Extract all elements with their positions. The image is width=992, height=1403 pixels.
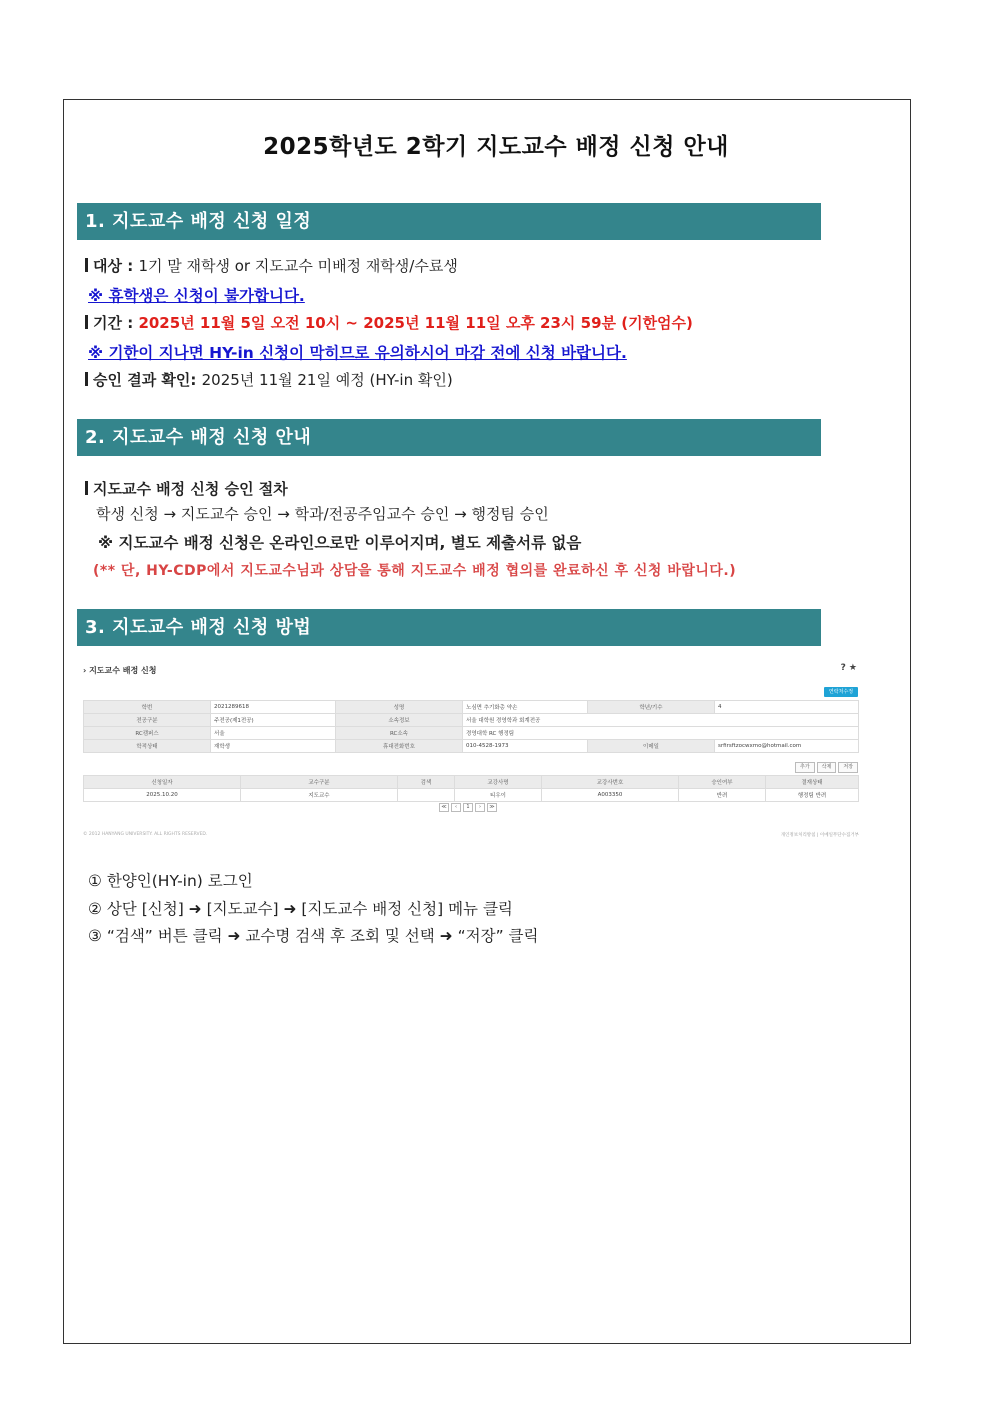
section-2-heading: 2. 지도교수 배정 신청 안내 — [77, 419, 821, 456]
info-cell: 노심면 추기화총 약손 — [463, 701, 588, 714]
table-cell: 2025.10.20 — [84, 789, 241, 802]
info-cell: srfirsftzocwxmo@hotmail.com — [715, 740, 859, 753]
period-text: 2025년 11월 5일 오전 10시 ~ 2025년 11월 11일 오후 23시 59분 (기한엄수) — [138, 314, 693, 332]
info-cell: 학년/기수 — [588, 701, 715, 714]
column-header: 교강사명 — [455, 776, 542, 789]
info-cell: 경영대학 RC 행정팀 — [463, 727, 859, 740]
info-cell: 010-4528-1973 — [463, 740, 588, 753]
step-3: ③ “검색” 버튼 클릭 ➜ 교수명 검색 후 조회 및 선택 ➜ “저장” 클릭 — [88, 927, 539, 945]
table-row — [84, 727, 859, 740]
prev-page-icon: ‹ — [451, 803, 461, 812]
target-text: 1기 말 재학생 or 지도교수 미배정 재학생/수료생 — [138, 257, 458, 275]
info-cell: 주전공(제1전공) — [211, 714, 336, 727]
table-row — [84, 740, 859, 753]
column-header: 승인여부 — [679, 776, 766, 789]
page-number: 1 — [463, 803, 473, 812]
column-header: 결재상태 — [766, 776, 859, 789]
section-1-heading: 1. 지도교수 배정 신청 일정 — [77, 203, 821, 240]
info-cell: 2021289618 — [211, 701, 336, 714]
table-cell: 반려 — [679, 789, 766, 802]
hyin-screenshot — [83, 660, 859, 842]
info-cell: 재학생 — [211, 740, 336, 753]
table-row — [84, 701, 859, 714]
footer-copyright: © 2012 HANYANG UNIVERSITY. ALL RIGHTS RESERVED. — [83, 832, 208, 837]
info-cell: 전공구분 — [84, 714, 211, 727]
online-only-note: ※ 지도교수 배정 신청은 온라인으로만 이루어지며, 별도 제출서류 없음 — [98, 534, 582, 552]
column-header: 검색 — [398, 776, 455, 789]
first-page-icon: ≪ — [439, 803, 449, 812]
period-label: 기간 : — [93, 314, 139, 332]
info-cell: 서울 대학원 경영학과 회계전공 — [463, 714, 859, 727]
cdp-note: (** 단, HY-CDP에서 지도교수님과 상담을 통해 지도교수 배정 협의를 완료하신 후 신청 바랍니다.) — [93, 563, 737, 579]
info-cell: 학적상태 — [84, 740, 211, 753]
bullet-bar — [85, 481, 88, 495]
table-row — [84, 714, 859, 727]
breadcrumb: › 지도교수 배정 신청 — [83, 666, 157, 675]
column-header: 신청일자 — [84, 776, 241, 789]
section-3-heading: 3. 지도교수 배정 신청 방법 — [77, 609, 821, 646]
save-button: 저장 — [838, 762, 858, 773]
info-cell: 서울 — [211, 727, 336, 740]
leave-notice-text: ※ 휴학생은 신청이 불가합니다. — [88, 287, 305, 305]
table-header-row — [84, 776, 859, 789]
document-title: 2025학년도 2학기 지도교수 배정 신청 안내 — [263, 134, 729, 160]
info-cell: 4 — [715, 701, 859, 714]
help-star-icons: ? ★ — [840, 663, 857, 673]
info-cell: RC소속 — [336, 727, 463, 740]
target-label: 대상 : — [93, 257, 139, 275]
procedure-flow: 학생 신청 → 지도교수 승인 → 학과/전공주임교수 승인 → 행정팀 승인 — [96, 505, 549, 523]
column-header: 교수구분 — [241, 776, 398, 789]
info-cell: 소속정보 — [336, 714, 463, 727]
delete-button: 삭제 — [817, 762, 837, 773]
deadline-notice-text: ※ 기한이 지나면 HY-in 신청이 막히므로 유의하시어 마감 전에 신청 바랍니다. — [88, 344, 627, 362]
info-cell: 성명 — [336, 701, 463, 714]
table-cell: 행정팀 반려 — [766, 789, 859, 802]
step-2: ② 상단 [신청] ➜ [지도교수] ➜ [지도교수 배정 신청] 메뉴 클릭 — [88, 900, 513, 918]
info-cell: 학번 — [84, 701, 211, 714]
next-page-icon: › — [475, 803, 485, 812]
add-button: 추가 — [795, 762, 815, 773]
procedure-label: 지도교수 배정 신청 승인 절차 — [93, 480, 288, 498]
application-list-table — [83, 775, 859, 802]
student-info-table — [83, 700, 859, 753]
bullet-bar — [85, 258, 88, 272]
deadline-notice — [88, 341, 627, 363]
footer-links: 개인정보처리방침 | 이메일무단수집거부 — [780, 833, 859, 838]
info-cell: RC캠퍼스 — [84, 727, 211, 740]
info-cell: 휴대전화번호 — [336, 740, 463, 753]
pagination — [439, 803, 499, 812]
period-line — [85, 312, 693, 333]
info-cell: 이메일 — [588, 740, 715, 753]
last-page-icon: ≫ — [487, 803, 497, 812]
table-cell: A003350 — [542, 789, 679, 802]
table-cell — [398, 789, 455, 802]
result-text: 2025년 11월 21일 예정 (HY-in 확인) — [201, 371, 453, 389]
table-row — [84, 789, 859, 802]
procedure-label-line — [85, 478, 288, 499]
action-buttons — [793, 762, 858, 773]
column-header: 교강사번호 — [542, 776, 679, 789]
target-line — [85, 255, 458, 276]
result-line — [85, 369, 453, 390]
result-label: 승인 결과 확인: — [93, 371, 202, 389]
leave-notice — [88, 284, 305, 306]
step-1: ① 한양인(HY-in) 로그인 — [88, 872, 253, 890]
bullet-bar — [85, 372, 88, 386]
edit-contact-button: 연락처수정 — [824, 687, 858, 697]
table-cell: 지도교수 — [241, 789, 398, 802]
bullet-bar — [85, 315, 88, 329]
table-cell: 티우이 — [455, 789, 542, 802]
